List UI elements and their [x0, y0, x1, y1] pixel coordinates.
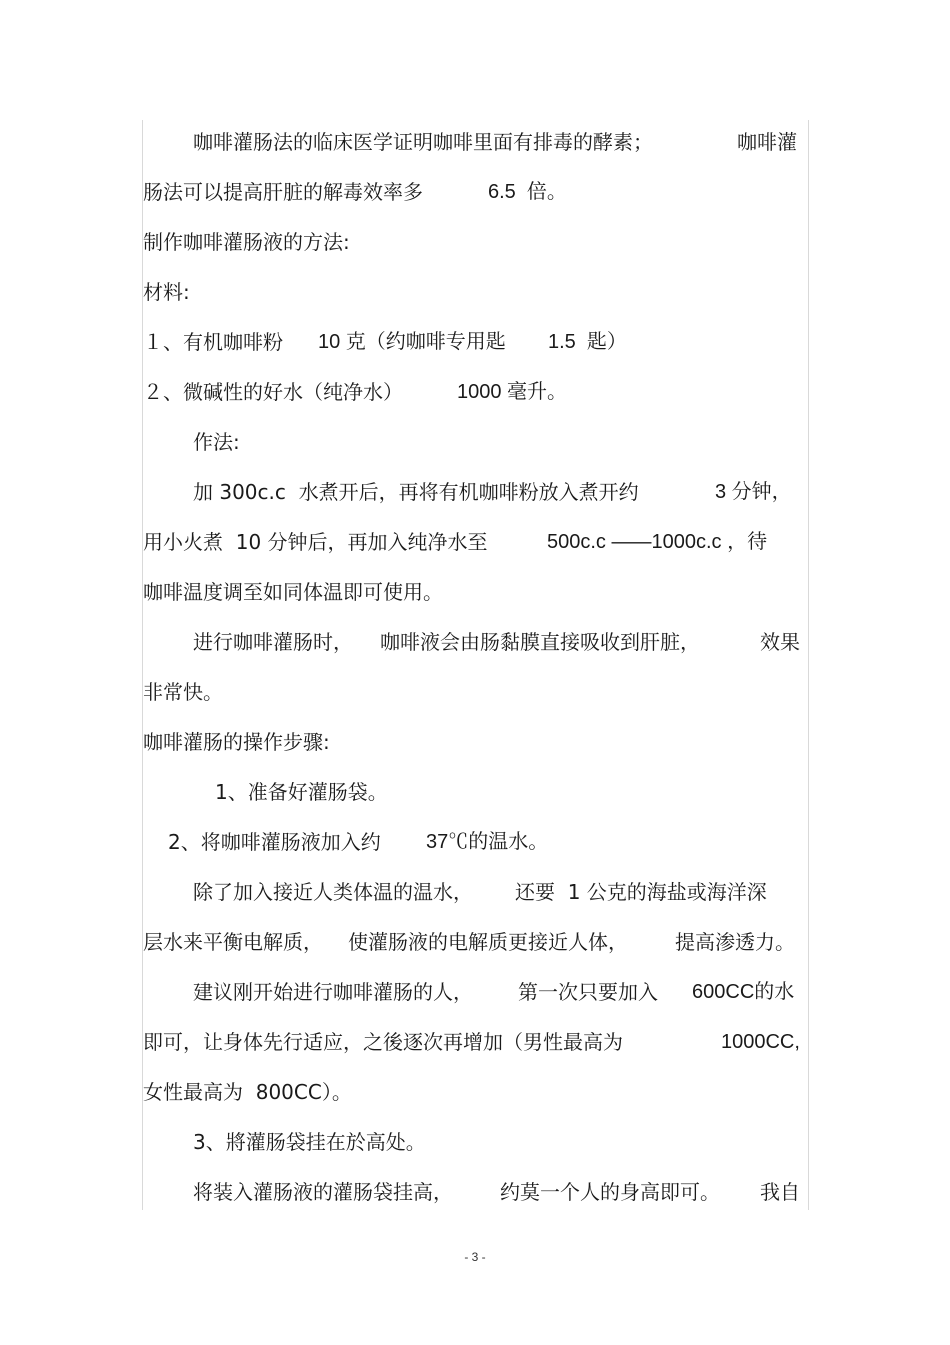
- paragraph-line: 肠法可以提高肝脏的解毒效率多: [143, 180, 423, 204]
- paragraph-line: 600CC的水: [692, 981, 795, 1003]
- paragraph-line: 还要 1 公克的海盐或海洋深: [515, 880, 767, 904]
- list-item: 1.5 匙）: [548, 331, 627, 353]
- paragraph-line: 用小火煮 10 分钟后，再加入纯净水至: [143, 530, 488, 554]
- paragraph-line: 即可，让身体先行适应，之後逐次再增加（男性最高为: [143, 1030, 623, 1054]
- paragraph-line: 女性最高为 800CC）。: [143, 1080, 352, 1104]
- section-heading: 作法:: [193, 430, 240, 454]
- section-heading: 材料:: [143, 280, 190, 304]
- paragraph-line: 建议刚开始进行咖啡灌肠的人，: [193, 980, 473, 1004]
- list-item: 1、准备好灌肠袋。: [215, 780, 388, 804]
- paragraph-line: 咖啡温度调至如同体温即可使用。: [143, 580, 443, 604]
- paragraph-line: 1000CC,: [721, 1031, 800, 1053]
- paragraph-line: 3 分钟，: [715, 481, 792, 503]
- list-item: １、有机咖啡粉: [143, 330, 283, 354]
- page-number: - 3 -: [464, 1250, 486, 1264]
- section-heading: 咖啡灌肠的操作步骤:: [143, 730, 330, 754]
- paragraph-line: 除了加入接近人类体温的温水，: [193, 880, 473, 904]
- paragraph-line: 将装入灌肠液的灌肠袋挂高，: [193, 1180, 453, 1204]
- paragraph-line: 6.5 倍。: [488, 181, 567, 203]
- paragraph-line: 500c.c ——1000c.c ，待: [547, 531, 768, 553]
- paragraph-line: 层水来平衡电解质，: [143, 930, 323, 954]
- paragraph-line: 咖啡灌: [737, 130, 797, 154]
- paragraph-line: 加 300c.c 水煮开后，再将有机咖啡粉放入煮开约: [193, 480, 639, 504]
- paragraph-line: 非常快。: [143, 680, 223, 704]
- page-body-frame: [142, 120, 809, 1210]
- list-item: 2、将咖啡灌肠液加入约: [168, 830, 381, 854]
- paragraph-line: 使灌肠液的电解质更接近人体，: [348, 930, 628, 954]
- list-item: 3、將灌肠袋挂在於高处。: [193, 1130, 426, 1154]
- paragraph-line: 第一次只要加入: [518, 980, 658, 1004]
- paragraph-line: 效果: [760, 630, 800, 654]
- list-item: 1000 毫升。: [457, 381, 568, 403]
- paragraph-line: 约莫一个人的身高即可。: [500, 1180, 720, 1204]
- paragraph-line: 我自: [760, 1180, 800, 1204]
- list-item: 37℃的温水。: [426, 831, 549, 853]
- paragraph-line: 进行咖啡灌肠时，: [193, 630, 353, 654]
- paragraph-line: 咖啡液会由肠黏膜直接吸收到肝脏，: [380, 630, 700, 654]
- list-item: ２、微碱性的好水（纯净水）: [143, 380, 403, 404]
- section-heading: 制作咖啡灌肠液的方法:: [143, 230, 350, 254]
- paragraph-line: 提高渗透力。: [675, 930, 795, 954]
- paragraph-line: 咖啡灌肠法的临床医学证明咖啡里面有排毒的酵素；: [193, 130, 653, 154]
- list-item: 10 克（约咖啡专用匙: [318, 331, 506, 353]
